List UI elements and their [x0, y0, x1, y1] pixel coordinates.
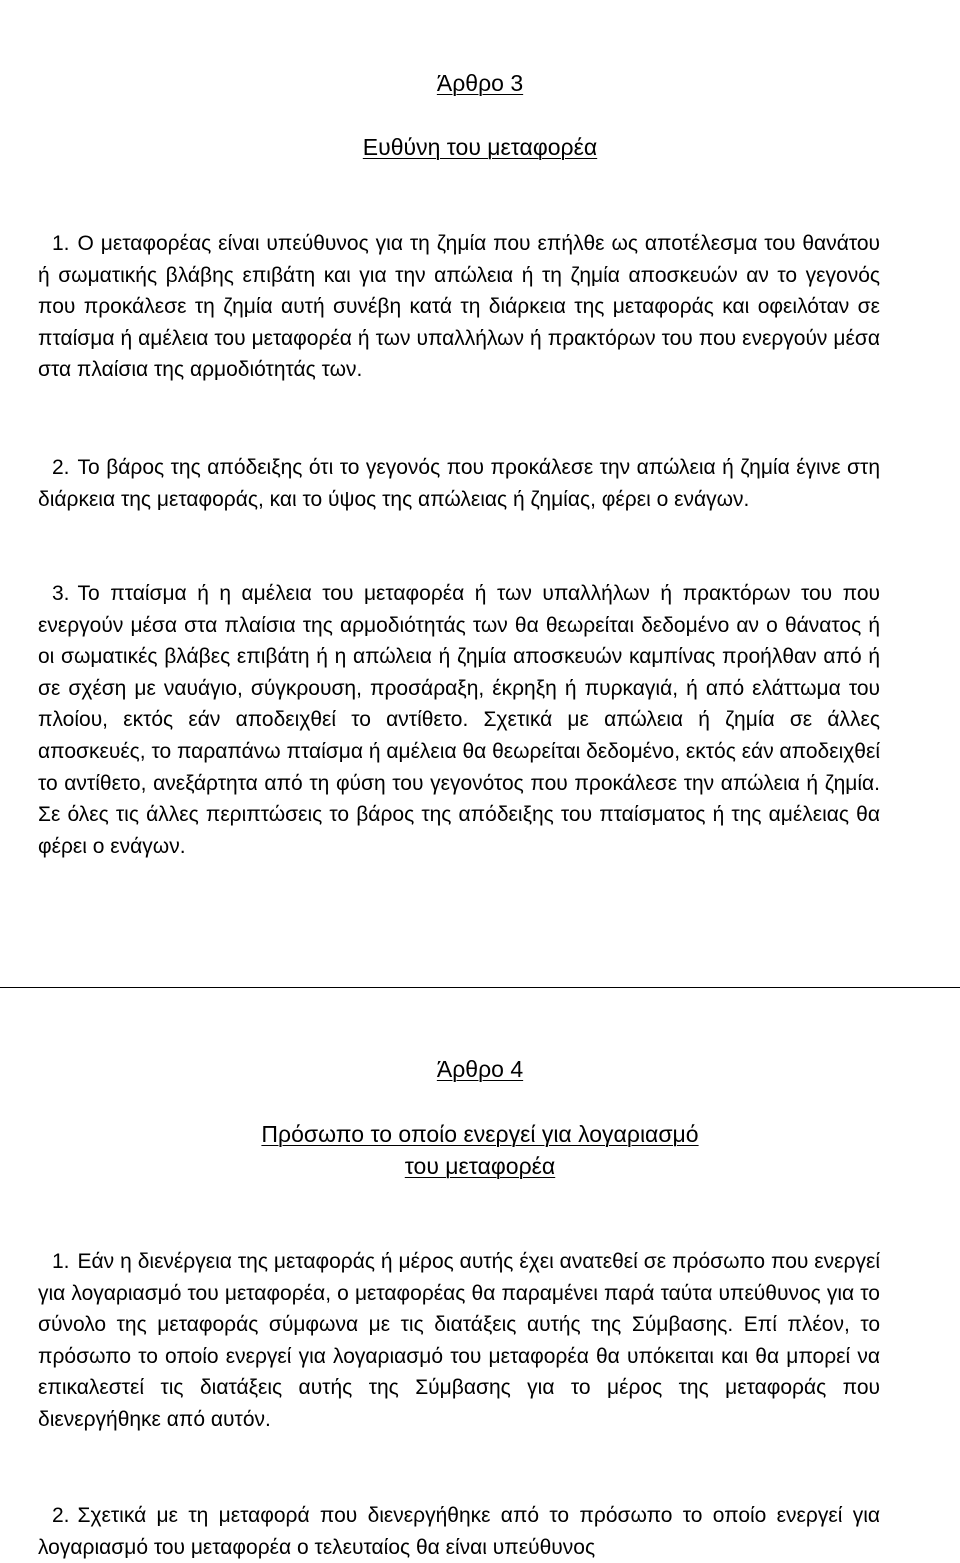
paragraph-number: 1.	[52, 232, 70, 255]
article-4-paragraph-1	[38, 1246, 880, 1436]
article-4-paragraph-2	[38, 1500, 880, 1563]
paragraph-number: 2.	[52, 1504, 70, 1527]
article-4-subtitle-line-2: του μεταφορέα	[404, 1153, 556, 1179]
page-break-divider	[0, 987, 960, 988]
article-3-title: Άρθρο 3	[436, 70, 524, 96]
paragraph-number: 3.	[52, 582, 70, 605]
article-3-paragraph-3	[38, 578, 880, 862]
article-4-subtitle-line-1: Πρόσωπο το οποίο ενεργεί για λογαριασμό	[261, 1121, 699, 1147]
article-3-subtitle: Ευθύνη του μεταφορέα	[362, 134, 598, 160]
paragraph-text: Το βάρος της απόδειξης ότι το γεγονός που προκάλεσε την απώλεια ή ζημία έγινε στη διάρκεια της μεταφοράς, και το ύψος της απώλειας ή ζημίας, φέρει ο ενάγων.	[38, 456, 880, 511]
paragraph-text: Εάν η διενέργεια της μεταφοράς ή μέρος αυτής έχει ανατεθεί σε πρόσωπο που ενεργεί για λογαριασμό του μεταφορέα, ο μεταφορέας θα παραμένει παρά ταύτα υπεύθυνος για το σύνολο της μεταφοράς σύμφωνα με τις διατάξεις αυτής της Σύμβασης. Επί πλέον, το πρόσωπο το οποίο ενεργεί για λογαριασμό του μεταφορέα θα υπόκειται και θα μπορεί να επικαλεστεί τις διατάξεις αυτής της Σύμβασης για το μέρος της μεταφοράς που διενεργήθηκε από αυτόν.	[38, 1250, 880, 1431]
article-4-title: Άρθρο 4	[436, 1056, 524, 1082]
paragraph-number: 1.	[52, 1250, 70, 1273]
paragraph-text: Σχετικά με τη μεταφορά που διενεργήθηκε από το πρόσωπο το οποίο ενεργεί για λογαριασμό του μεταφορέα ο τελευταίος θα είναι υπεύθυνος	[38, 1504, 880, 1559]
paragraph-text: Ο μεταφορέας είναι υπεύθυνος για τη ζημία που επήλθε ως αποτέλεσμα του θανάτου ή σωματικής βλάβης επιβάτη και για την απώλεια ή τη ζημία αποσκευών αν το γεγονός που προκάλεσε τη ζημία αυτή συνέβη κατά τη διάρκεια της μεταφοράς και οφειλόταν σε πταίσμα ή αμέλεια του μεταφορέα ή των υπαλλήλων ή πρακτόρων του που ενεργούν μέσα στα πλαίσια της αρμοδιότητάς των.	[38, 232, 880, 382]
article-3-paragraph-2	[38, 452, 880, 515]
paragraph-number: 2.	[52, 456, 70, 479]
article-3-paragraph-1	[38, 228, 880, 386]
paragraph-text: Το πταίσμα ή η αμέλεια του μεταφορέα ή των υπαλλήλων ή πρακτόρων του που ενεργούν μέσα στα πλαίσια της αρμοδιότητάς των θα θεωρείται δεδομένο αν ο θάνατος ή οι σωματικές βλάβες επιβάτη ή η απώλεια ή ζημία αποσκευών καμπίνας προήλθαν από ή σε σχέση με ναυάγιο, σύγκρουση, προσάραξη, έκρηξη ή πυρκαγιά, ή από ελάττωμα του πλοίου, εκτός εάν αποδειχθεί το αντίθετο. Σχετικά με απώλεια ή ζημία σε άλλες αποσκευές, το παραπάνω πταίσμα ή αμέλεια θα θεωρείται δεδομένο, εκτός εάν αποδειχθεί το αντίθετο, ανεξάρτητα από τη φύση του γεγονότος που προκάλεσε την απώλεια ή ζημία. Σε όλες τις άλλες περιπτώσεις το βάρος της απόδειξης του πταίσματος ή της αμέλειας θα φέρει ο ενάγων.	[38, 582, 880, 858]
